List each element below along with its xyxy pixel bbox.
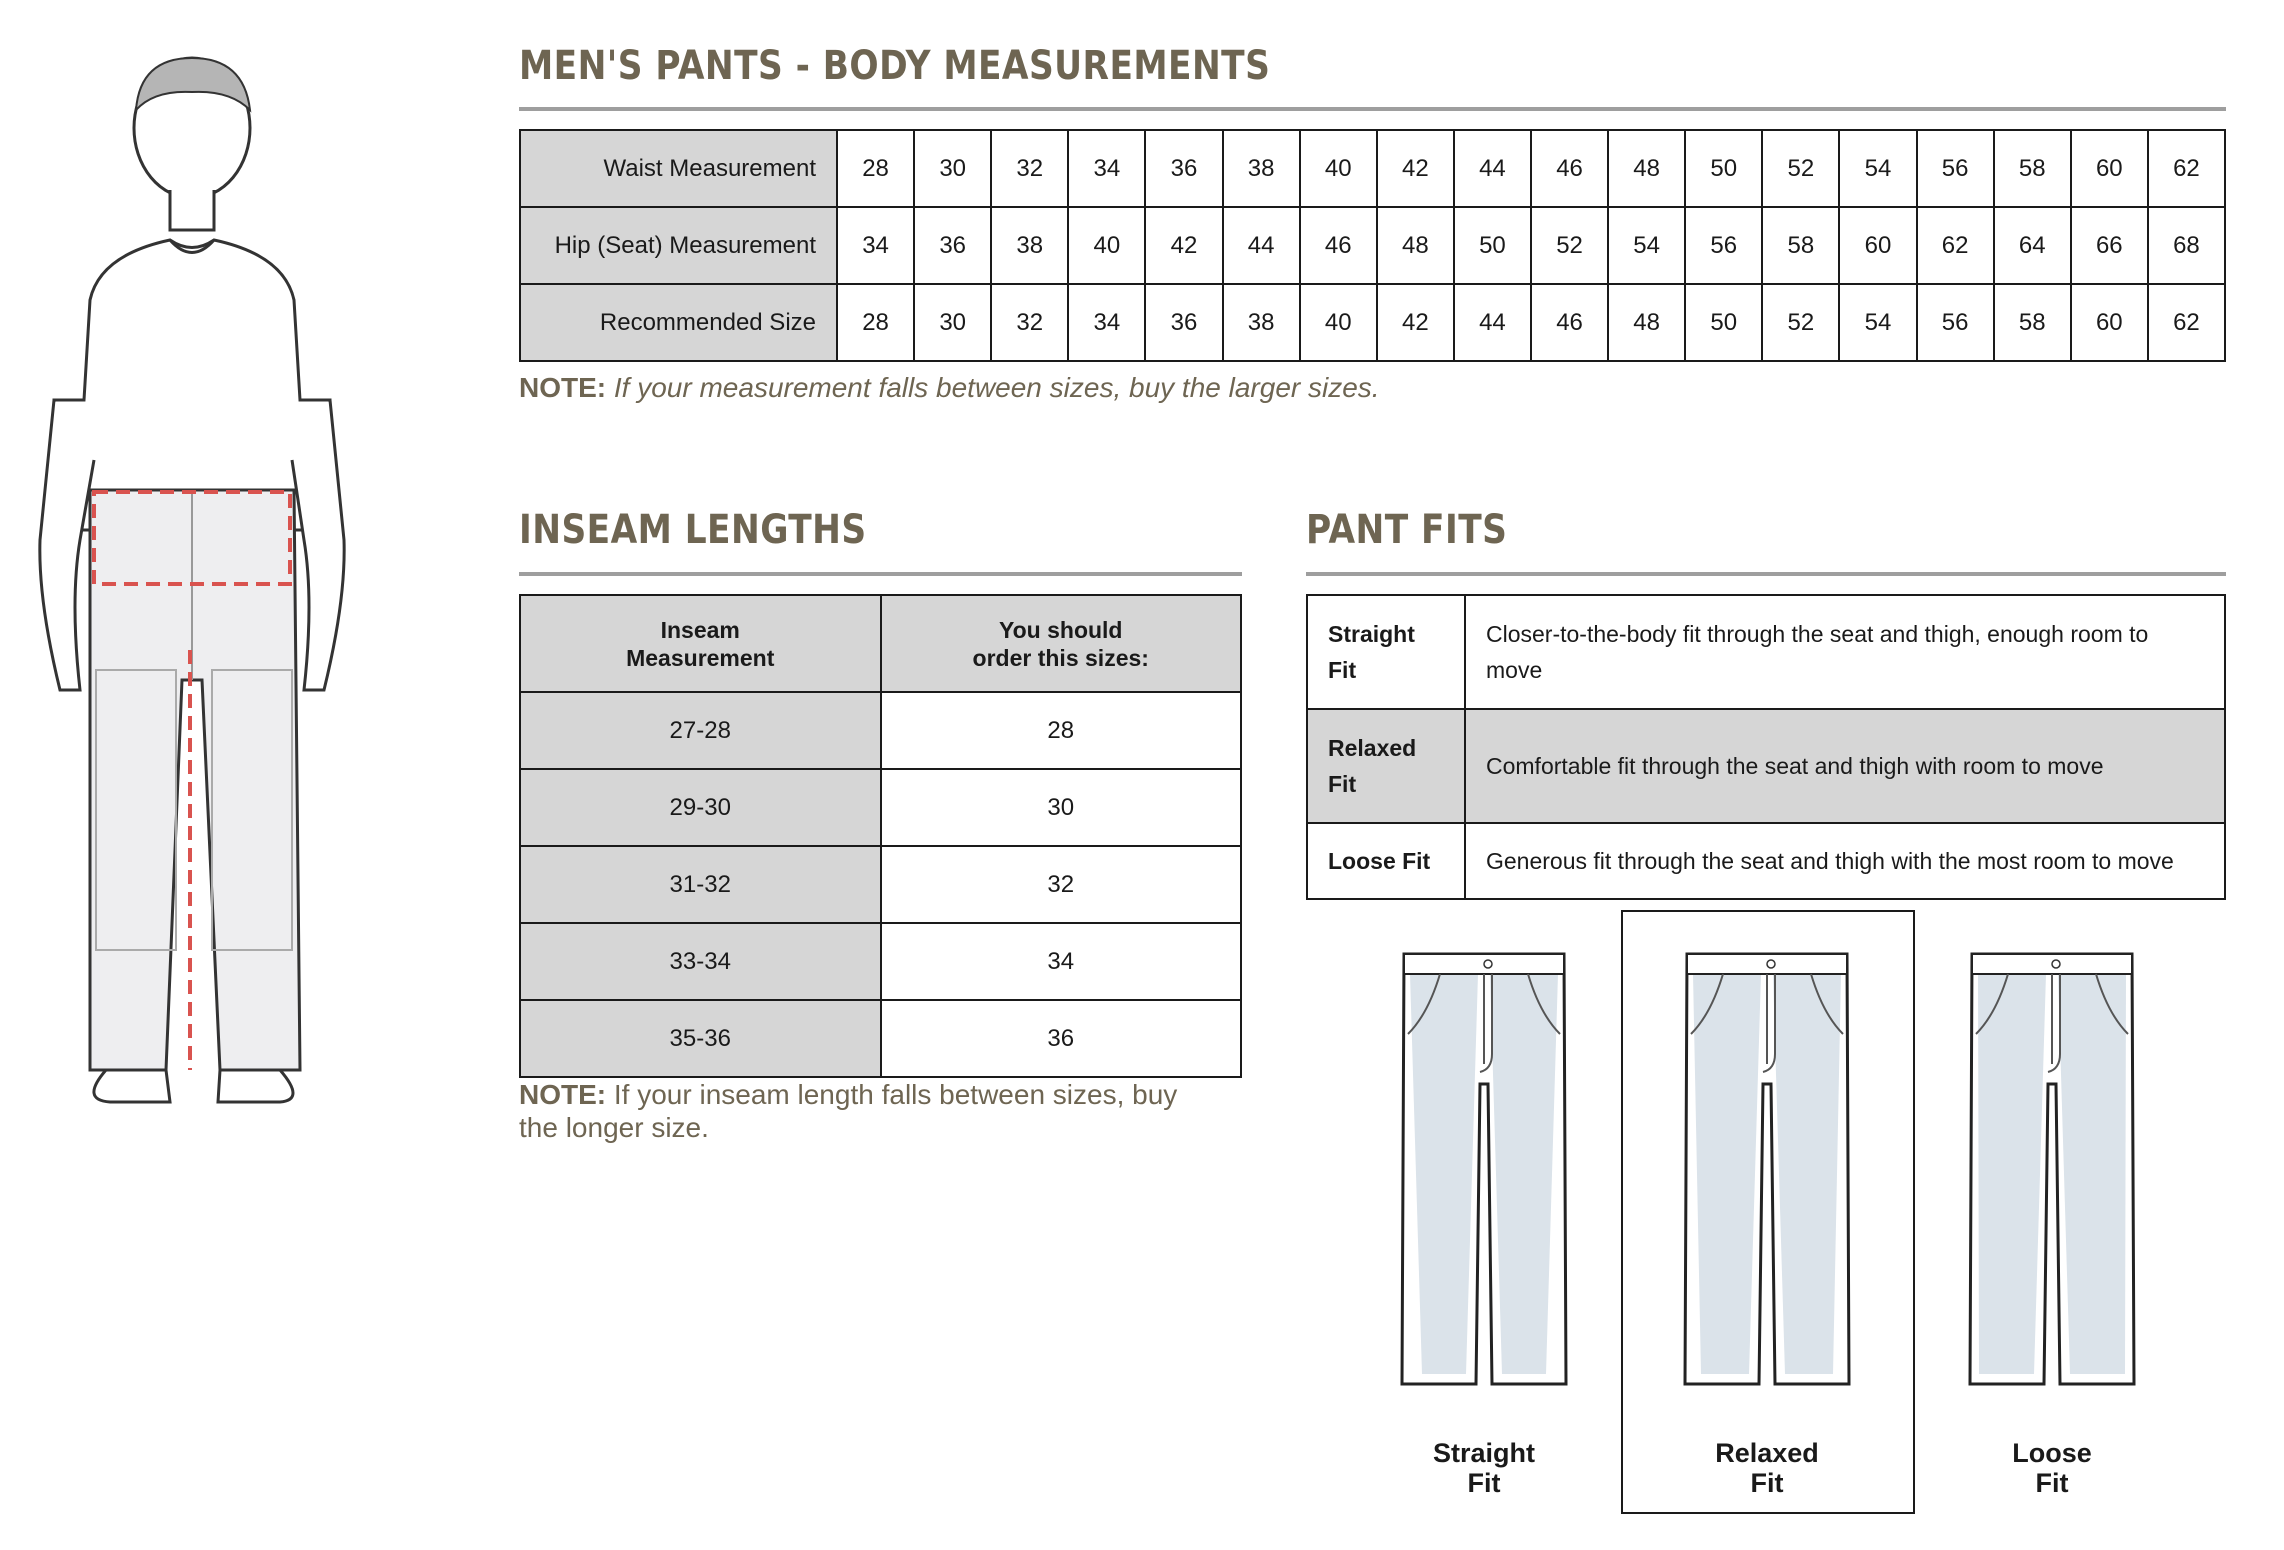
size-cell: 54 [1608,207,1685,284]
fit-illustration-label: Relaxed Fit [1715,1438,1819,1498]
size-cell: 44 [1454,284,1531,361]
size-cell: 30 [914,284,991,361]
size-cell: 66 [2071,207,2148,284]
fit-illustration-label: Straight Fit [1432,1438,1535,1498]
size-cell: 32 [991,130,1068,207]
size-cell: 28 [837,130,914,207]
size-cell: 54 [1839,284,1916,361]
inseam-note [519,1078,1219,1144]
size-cell: 60 [1839,207,1916,284]
size-cell: 62 [2148,130,2225,207]
size-cell: 50 [1685,130,1762,207]
note-text: If your inseam length falls between sizes, buy the longer size. [519,1079,1178,1143]
pant-illustration [1384,944,1584,1404]
size-cell: 56 [1917,284,1994,361]
fit-name: Loose Fit [1307,823,1465,899]
fit-description: Generous fit through the seat and thigh with the most room to move [1465,823,2225,899]
size-cell: 46 [1531,130,1608,207]
size-cell: 30 [914,130,991,207]
size-cell: 34 [837,207,914,284]
size-cell: 64 [1994,207,2071,284]
note-label: NOTE: [519,372,607,403]
size-cell: 58 [1994,130,2071,207]
size-cell: 50 [1685,284,1762,361]
size-cell: 40 [1300,130,1377,207]
size-cell: 36 [1145,284,1222,361]
size-cell: 52 [1762,284,1839,361]
row-label: Waist Measurement [520,130,837,207]
note-label: NOTE: [519,1079,607,1110]
size-cell: 44 [1223,207,1300,284]
inseam-measurement-cell: 33-34 [520,923,881,1000]
size-cell: 56 [1685,207,1762,284]
body-measurements-row [520,130,2225,207]
inseam-measurement-cell: 29-30 [520,769,881,846]
pant-illustration [1952,944,2152,1404]
inseam-row [520,923,1241,1000]
size-cell: 48 [1377,207,1454,284]
inseam-header-size: You should order this sizes: [881,595,1242,692]
row-label: Recommended Size [520,284,837,361]
size-cell: 60 [2071,284,2148,361]
size-cell: 40 [1300,284,1377,361]
size-cell: 52 [1762,130,1839,207]
size-cell: 48 [1608,284,1685,361]
inseam-row [520,692,1241,769]
fit-name: Relaxed Fit [1307,709,1465,823]
inseam-row [520,846,1241,923]
size-cell: 34 [1068,284,1145,361]
size-cell: 36 [914,207,991,284]
inseam-row [520,769,1241,846]
pant-illustration [1667,944,1867,1404]
size-cell: 34 [1068,130,1145,207]
body-measurements-table [519,129,2226,362]
body-measurement-figure [30,40,360,1120]
inseam-size-cell: 34 [881,923,1242,1000]
fit-description: Closer-to-the-body fit through the seat and thigh, enough room to move [1465,595,2225,709]
size-cell: 60 [2071,130,2148,207]
fit-illustration-label: Loose Fit [2012,1438,2092,1498]
size-cell: 38 [991,207,1068,284]
size-cell: 38 [1223,284,1300,361]
size-cell: 50 [1454,207,1531,284]
size-cell: 32 [991,284,1068,361]
row-label: Hip (Seat) Measurement [520,207,837,284]
inseam-measurement-cell: 35-36 [520,1000,881,1077]
fit-row [1307,709,2225,823]
size-cell: 58 [1994,284,2071,361]
fit-row [1307,823,2225,899]
body-measurements-row [520,284,2225,361]
fit-description: Comfortable fit through the seat and thigh with room to move [1465,709,2225,823]
size-cell: 56 [1917,130,1994,207]
fit-row [1307,595,2225,709]
body-measurements-title: MEN'S PANTS - BODY MEASUREMENTS [519,43,1271,89]
size-cell: 52 [1531,207,1608,284]
pant-fits-rule [1306,572,2226,576]
size-cell: 42 [1145,207,1222,284]
inseam-table [519,594,1242,1078]
pant-fits-table [1306,594,2226,900]
inseam-size-cell: 36 [881,1000,1242,1077]
note-text: If your measurement falls between sizes, buy the larger sizes. [613,372,1380,403]
size-cell: 38 [1223,130,1300,207]
size-cell: 68 [2148,207,2225,284]
inseam-measurement-cell: 27-28 [520,692,881,769]
pant-fits-title: PANT FITS [1306,507,1508,553]
size-cell: 46 [1300,207,1377,284]
inseam-rule [519,572,1242,576]
inseam-measurement-cell: 31-32 [520,846,881,923]
size-cell: 62 [2148,284,2225,361]
inseam-row [520,1000,1241,1077]
body-measurements-rule [519,107,2226,111]
size-cell: 40 [1068,207,1145,284]
size-cell: 58 [1762,207,1839,284]
size-cell: 42 [1377,130,1454,207]
inseam-size-cell: 30 [881,769,1242,846]
inseam-size-cell: 28 [881,692,1242,769]
fit-name: Straight Fit [1307,595,1465,709]
size-cell: 42 [1377,284,1454,361]
body-measurements-row [520,207,2225,284]
body-measurements-note [519,372,1380,404]
size-cell: 44 [1454,130,1531,207]
size-cell: 36 [1145,130,1222,207]
size-cell: 62 [1917,207,1994,284]
size-cell: 48 [1608,130,1685,207]
size-cell: 46 [1531,284,1608,361]
inseam-header-measurement: Inseam Measurement [520,595,881,692]
inseam-size-cell: 32 [881,846,1242,923]
size-cell: 54 [1839,130,1916,207]
inseam-title: INSEAM LENGTHS [519,507,867,553]
size-cell: 28 [837,284,914,361]
